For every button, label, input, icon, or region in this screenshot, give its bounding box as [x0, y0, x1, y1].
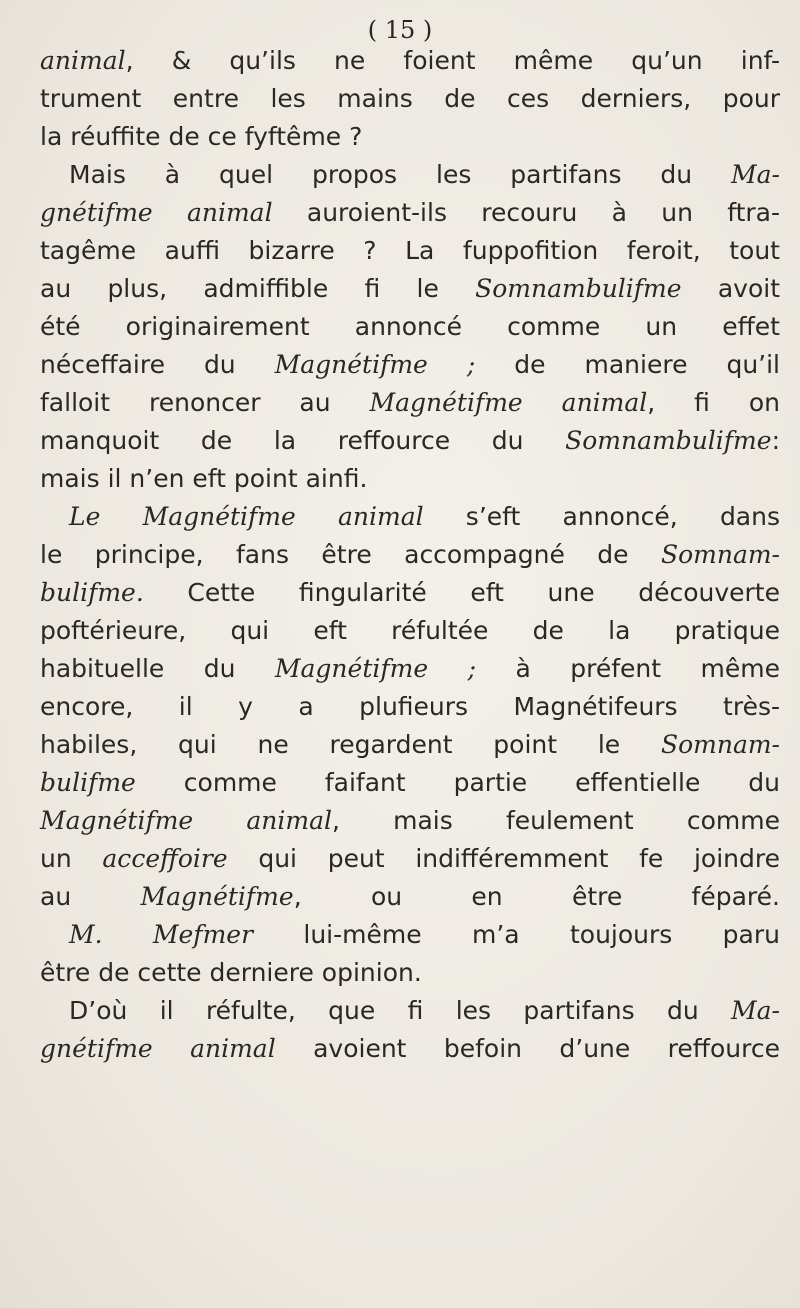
- text-line: [40, 612, 780, 650]
- italic-text: gnétifme animal: [40, 198, 273, 227]
- text-line: [40, 118, 780, 156]
- text-line: [40, 42, 780, 80]
- text-line: [40, 650, 780, 688]
- italic-text: animal: [40, 46, 126, 75]
- text-line: [40, 992, 780, 1030]
- text-line: [40, 764, 780, 802]
- text-run: au plus, admiffible fi le: [40, 274, 476, 303]
- text-run: comme faifant partie effentielle du: [135, 768, 780, 797]
- italic-text: Magnétifme ;: [274, 350, 476, 379]
- text-line: [40, 802, 780, 840]
- italic-text: Magnétifme: [140, 882, 294, 911]
- text-line: [40, 1030, 780, 1068]
- text-line: [40, 688, 780, 726]
- text-line: [40, 270, 780, 308]
- italic-text: Ma-: [731, 996, 780, 1025]
- text-run: , & qu’ils ne foient même qu’un inf-: [125, 46, 780, 75]
- italic-text: Magnétifme animal: [369, 388, 648, 417]
- italic-text: Le Magnétifme animal: [69, 502, 424, 531]
- italic-text: acceffoire: [102, 844, 228, 873]
- text-run: mais il n’en eft point ainfi.: [40, 464, 368, 493]
- text-run: auroient-ils recouru à un ftra-: [272, 198, 781, 227]
- text-line: [40, 232, 780, 270]
- italic-text: Somnambulifme: [565, 426, 772, 455]
- text-run: la réuffite de ce fyftême ?: [40, 122, 363, 151]
- body-text: [40, 42, 780, 1068]
- text-run: être de cette derniere opinion.: [40, 958, 422, 987]
- text-run: été originairement annoncé comme un effet: [40, 312, 780, 341]
- text-run: au: [40, 882, 141, 911]
- italic-text: Magnétifme ;: [274, 654, 477, 683]
- text-line: [40, 574, 780, 612]
- italic-text: Ma-: [731, 160, 780, 189]
- italic-text: bulifme.: [40, 578, 144, 607]
- text-run: qui peut indifféremment fe joindre: [227, 844, 780, 873]
- text-line: [40, 384, 780, 422]
- text-run: manquoit de la reffource du: [40, 426, 566, 455]
- text-run: à préfent même: [476, 654, 780, 683]
- text-run: de maniere qu’il: [475, 350, 781, 379]
- italic-text: Magnétifme animal: [40, 806, 332, 835]
- text-line: [40, 308, 780, 346]
- text-line: [40, 80, 780, 118]
- text-run: falloit renoncer au: [40, 388, 370, 417]
- text-line: [40, 498, 780, 536]
- text-run: néceffaire du: [40, 350, 275, 379]
- text-run: avoient befoin d’une reffource: [275, 1034, 781, 1063]
- text-run: lui-même m’a toujours paru: [253, 920, 780, 949]
- text-line: [40, 954, 780, 992]
- text-line: [40, 346, 780, 384]
- text-run: Cette fingularité eft une découverte: [143, 578, 780, 607]
- page-number: ( 15 ): [367, 16, 433, 44]
- italic-text: bulifme: [40, 768, 136, 797]
- text-run: encore, il y a plufieurs Magnétifeurs très-: [40, 692, 780, 721]
- text-run: :: [771, 426, 780, 455]
- text-line: [40, 726, 780, 764]
- text-line: [40, 536, 780, 574]
- text-run: habituelle du: [40, 654, 275, 683]
- text-run: , fi on: [647, 388, 780, 417]
- text-run: trument entre les mains de ces derniers, pour: [40, 84, 780, 113]
- text-line: [40, 422, 780, 460]
- italic-text: Somnambulifme: [475, 274, 682, 303]
- text-line: [40, 878, 780, 916]
- italic-text: Somnam-: [660, 730, 780, 759]
- text-run: , ou en être féparé.: [293, 882, 780, 911]
- italic-text: Somnam-: [660, 540, 780, 569]
- text-run: , mais feulement comme: [332, 806, 780, 835]
- text-run: avoit: [681, 274, 780, 303]
- text-run: habiles, qui ne regardent point le: [40, 730, 661, 759]
- text-line: [40, 916, 780, 954]
- text-run: le principe, fans être accompagné de: [40, 540, 661, 569]
- text-run: s’eft annoncé, dans: [423, 502, 780, 531]
- text-line: [40, 194, 780, 232]
- text-run: tagême auffi bizarre ? La fuppofition feroit, tout: [40, 236, 780, 265]
- italic-text: gnétifme animal: [40, 1034, 276, 1063]
- text-run: un: [40, 844, 103, 873]
- text-run: Mais à quel propos les partifans du: [69, 160, 732, 189]
- text-run: poftérieure, qui eft réfultée de la pratique: [40, 616, 780, 645]
- italic-text: M. Mefmer: [69, 920, 254, 949]
- text-line: [40, 840, 780, 878]
- text-run: D’où il réfulte, que fi les partifans du: [69, 996, 732, 1025]
- text-line: [40, 156, 780, 194]
- text-line: [40, 460, 780, 498]
